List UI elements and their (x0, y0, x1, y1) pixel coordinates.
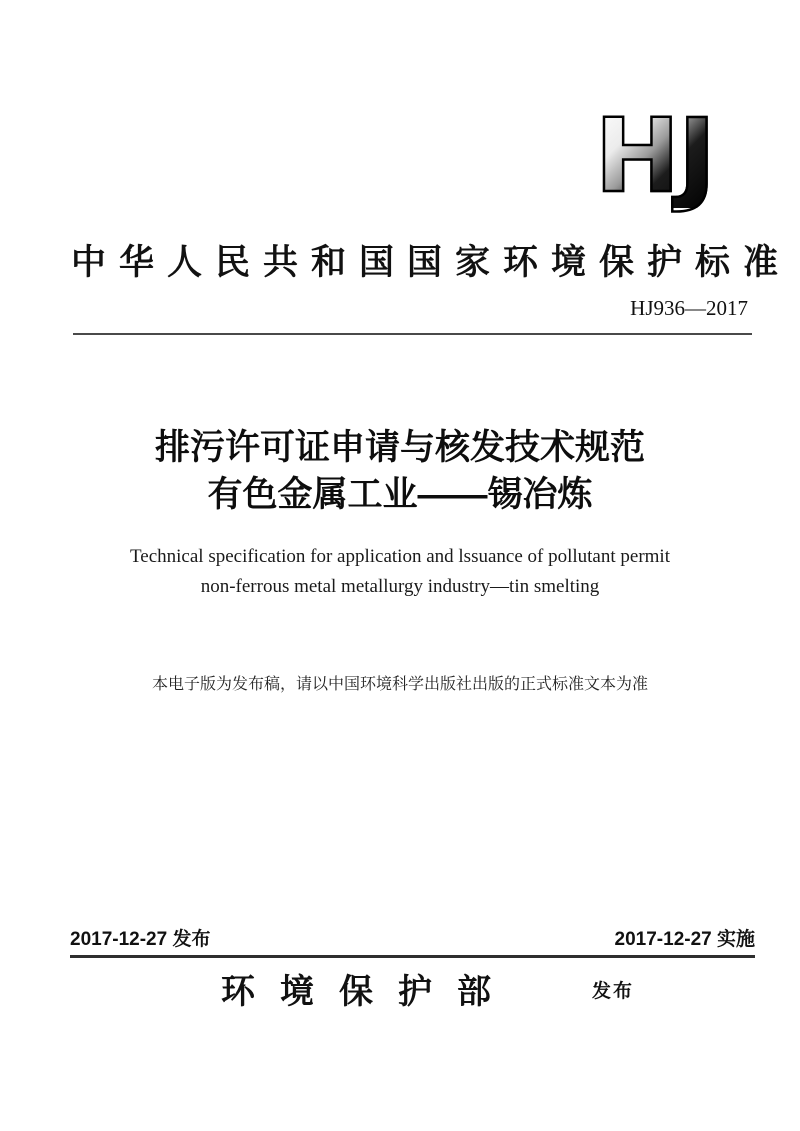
title-english-line2: non-ferrous metal metallurgy industry—tin smelting (200, 576, 600, 597)
national-standard-heading: 中华人民共和国国家环境保护标准 (71, 243, 792, 282)
issue-date: 2017-12-27 发布 (70, 929, 211, 950)
implement-date: 2017-12-27 实施 (614, 929, 755, 950)
date-row (70, 924, 755, 951)
header-rule (73, 333, 752, 335)
electronic-edition-note: 本电子版为发布稿，请以中国环境科学出版社出版的正式标准文本为准 (151, 676, 648, 693)
title-chinese-line1: 排污许可证申请与核发技术规范 (154, 428, 645, 467)
title-chinese-line2: 有色金属工业——锡冶炼 (207, 475, 593, 514)
title-english-line1: Technical specification for application and lssuance of pollutant permit (130, 546, 670, 567)
footer-rule (70, 955, 755, 958)
release-label: 发布 (592, 981, 635, 1002)
hj-logo: HJ (594, 97, 714, 216)
standard-number: HJ936—2017 (630, 296, 748, 320)
publisher-name: 环境保护部 (221, 974, 516, 1011)
title-chinese (0, 424, 800, 518)
title-english (0, 542, 800, 602)
